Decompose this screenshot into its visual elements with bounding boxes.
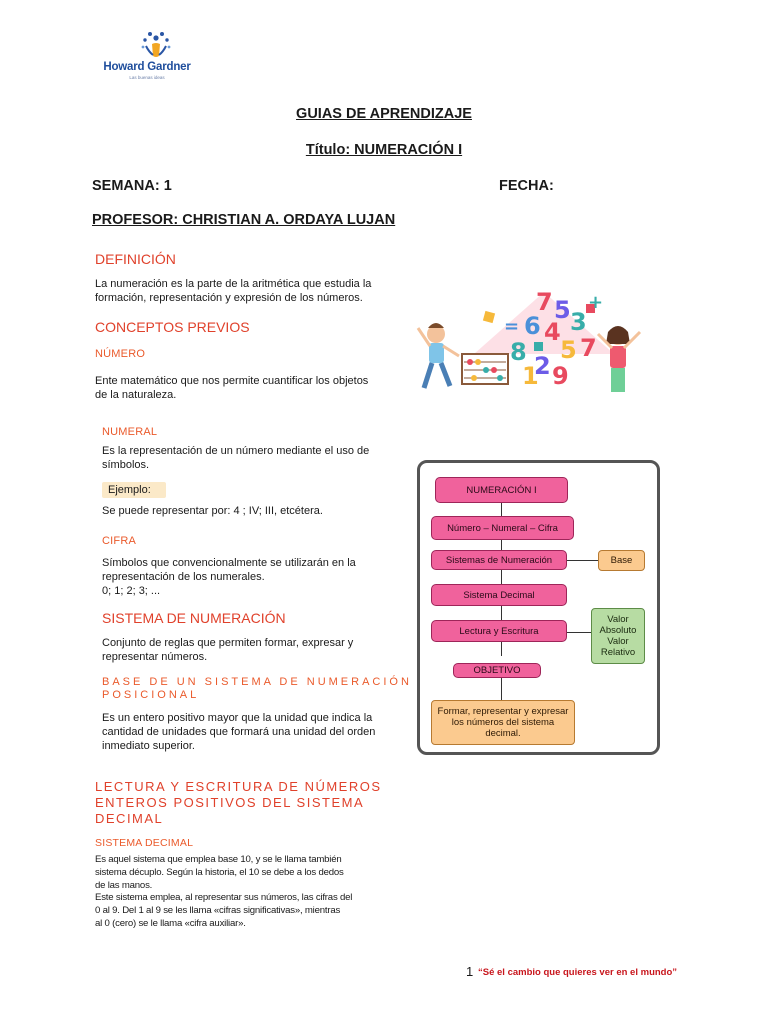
subsection-title-decimal: SISTEMA DECIMAL [95,837,194,849]
subsection-title-base: BASE DE UN SISTEMA DE NUMERACIÓN POSICIONAL [102,676,412,701]
page-number: 1 [466,964,474,979]
logo-subtitle: Las buenas ideas [129,75,165,80]
ejemplo-text: Se puede representar por: 4 ; IV; III, etcétera. [102,505,323,517]
ejemplo-label: Ejemplo: [102,482,166,498]
kids-numbers-illustration [404,284,654,404]
date-label: FECHA: [499,178,554,194]
cifra-text: Símbolos que convencionalmente se utilizarán en la representación de los numerales. 0; 1; 2; 3; ... [102,557,356,597]
section-title-sistema: SISTEMA DE NUMERACIÓN [102,610,286,626]
boy-figure [418,323,459,388]
week-label: SEMANA: 1 [92,178,172,194]
svg-text:5: 5 [554,296,571,324]
node-numeracion: NUMERACIÓN I [435,477,568,503]
teacher-label: PROFESOR: CHRISTIAN A. ORDAYA LUJAN [92,212,396,228]
section-title-lectura: LECTURA Y ESCRITURA DE NÚMEROS ENTEROS POSITIVOS DEL SISTEMA DECIMAL [95,779,382,826]
base-text: Es un entero positivo mayor que la unidad que indica la cantidad de unidades que formará una unidad del orden inmediato superior. [102,712,376,752]
svg-text:=: = [504,316,520,337]
node-base: Base [598,550,645,571]
footer-quote: “Sé el cambio que quieres ver en el mundo” [478,967,678,978]
svg-text:7: 7 [580,334,597,362]
logo-name: Howard Gardner [103,61,191,73]
definicion-text: La numeración es la parte de la aritmética que estudia la formación, representación y expresión de los números. [95,278,372,304]
svg-text:4: 4 [544,318,561,346]
numeral-text: Es la representación de un número mediante el uso de símbolos. [102,445,370,471]
howard-gardner-logo [116,22,196,82]
node-sistemas-numeracion: Sistemas de Numeración [431,550,567,570]
numeracion-concept-map [417,460,660,755]
sistema-text: Conjunto de reglas que permiten formar, expresar y representar números. [102,637,354,663]
svg-text:9: 9 [552,362,569,390]
svg-text:3: 3 [570,308,587,336]
subsection-title-numeral: NUMERAL [102,426,158,438]
node-objetivo: OBJETIVO [453,663,541,678]
document-heading: GUIAS DE APRENDIZAJE [296,106,472,122]
document-title: Título: NUMERACIÓN I [305,142,463,158]
girl-figure [598,326,640,392]
numero-text: Ente matemático que nos permite cuantificar los objetos de la naturaleza. [95,375,369,401]
subsection-title-numero: NÚMERO [95,348,146,360]
svg-text:2: 2 [534,352,551,380]
svg-text:5: 5 [560,336,577,364]
node-objetivo-text: Formar, representar y expresar los números del sistema decimal. [431,700,575,745]
node-valor: Valor Absoluto Valor Relativo [591,608,645,664]
node-sistema-decimal: Sistema Decimal [431,584,567,606]
section-title-conceptos: CONCEPTOS PREVIOS [95,319,250,335]
svg-text:+: + [588,292,604,313]
svg-text:6: 6 [524,312,541,340]
node-lectura-escritura: Lectura y Escritura [431,620,567,642]
decimal-text: Es aquel sistema que emplea base 10, y se le llama también sistema décuplo. Según la historia, el 10 se debe a los dedos de las manos. Este sistema emplea, al representar sus números, las cifras del 0 al 9. Del 1 al 9 se les llama «cifras significativas», mientras al 0 (cero) se le llama «cifra auxiliar». [95,854,353,929]
subsection-title-cifra: CIFRA [102,535,136,547]
section-title-definicion: DEFINICIÓN [95,251,176,267]
svg-text:1: 1 [522,362,539,390]
svg-text:7: 7 [536,288,553,316]
node-numero-numeral-cifra: Número – Numeral – Cifra [431,516,574,540]
svg-text:8: 8 [510,338,527,366]
